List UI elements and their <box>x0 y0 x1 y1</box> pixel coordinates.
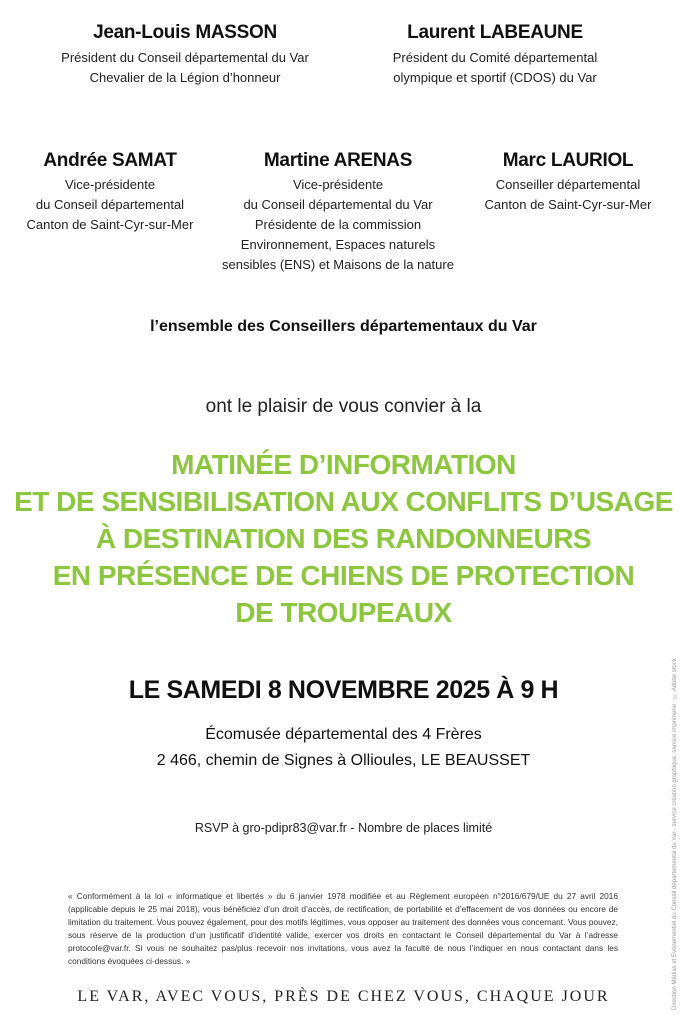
event-title-line: EN PRÉSENCE DE CHIENS DE PROTECTION <box>52 560 635 591</box>
event-title-line: ET DE SENSIBILISATION AUX CONFLITS D’USAGE <box>14 486 673 517</box>
official-role-line: Présidente de la commission <box>254 217 422 232</box>
official-name: Laurent LABEAUNE <box>407 22 583 43</box>
side-credit: Direction Médias et Événementiel du Conseil départemental du Var - service création graphique, service imprimerie · © Adobe stock <box>672 658 678 1010</box>
official-lauriol <box>478 150 658 215</box>
official-masson <box>55 22 315 88</box>
official-role-line: Président du Conseil départemental du Var <box>61 50 309 65</box>
official-role-line: Canton de Saint-Cyr-sur-Mer <box>26 217 194 232</box>
venue-name: Écomusée départemental des 4 Frères <box>205 726 482 743</box>
official-role-line: sensibles (ENS) et Maisons de la nature <box>222 257 454 272</box>
official-role-line: Conseiller départemental <box>495 177 641 192</box>
event-title <box>0 446 687 631</box>
event-date: LE SAMEDI 8 NOVEMBRE 2025 À 9 H <box>128 676 559 704</box>
official-role-line: Président du Comité départemental <box>392 50 598 65</box>
event-title-line: DE TROUPEAUX <box>235 597 452 628</box>
official-role-line: Vice-présidente <box>292 177 384 192</box>
tagline: LE VAR, AVEC VOUS, PRÈS DE CHEZ VOUS, CHAQUE JOUR <box>77 988 610 1005</box>
official-role-line: Environnement, Espaces naturels <box>240 237 436 252</box>
venue-address: 2 466, chemin de Signes à Ollioules, LE BEAUSSET <box>156 752 531 769</box>
official-name: Marc LAURIOL <box>502 150 634 171</box>
official-role-line: Chevalier de la Légion d’honneur <box>89 70 281 85</box>
event-title-line: À DESTINATION DES RANDONNEURS <box>95 523 592 554</box>
official-role-line: du Conseil départemental <box>35 197 185 212</box>
official-name: Andrée SAMAT <box>43 150 177 171</box>
official-samat <box>20 150 200 235</box>
official-role-line: olympique et sportif (CDOS) du Var <box>393 70 597 85</box>
invite-line: ont le plaisir de vous convier à la <box>205 396 482 417</box>
official-arenas <box>218 150 458 275</box>
official-name: Jean-Louis MASSON <box>93 22 277 43</box>
official-role-line: Canton de Saint-Cyr-sur-Mer <box>484 197 652 212</box>
collective-line: l’ensemble des Conseillers départementaux du Var <box>150 318 537 335</box>
official-labeaune <box>370 22 620 88</box>
official-role-line: Vice-présidente <box>64 177 156 192</box>
official-name: Martine ARENAS <box>263 150 413 171</box>
rsvp-line: RSVP à gro-pdipr83@var.fr - Nombre de places limité <box>194 821 493 835</box>
event-title-line: MATINÉE D’INFORMATION <box>171 449 516 480</box>
legal-notice: « Conformément à la loi « informatique et libertés » du 6 janvier 1978 modifiée et au Règlement européen n°2016/679/UE du 27 avril 2016 (applicable depuis le 25 mai 2018), vous bénéficiez d’un droit d’accès, de rectification, de portabilité et d’effacement de vos données ou encore de limitation du traitement. Vous pouvez également, pour des motifs légitimes, vous opposer au traitement des données vous concernant. Vous pouvez, sous réserve de la production d’un justificatif d’identité valide, exercer vos droits en contactant le Conseil départemental du Var à l’adresse protocole@var.fr. Si vous ne souhaitez pas/plus recevoir nos invitations, vous avez la faculté de nous l’indiquer en nous contactant dans les conditions évoquées ci-dessus. » <box>68 891 618 966</box>
official-role-line: du Conseil départemental du Var <box>243 197 433 212</box>
venue <box>0 722 687 774</box>
